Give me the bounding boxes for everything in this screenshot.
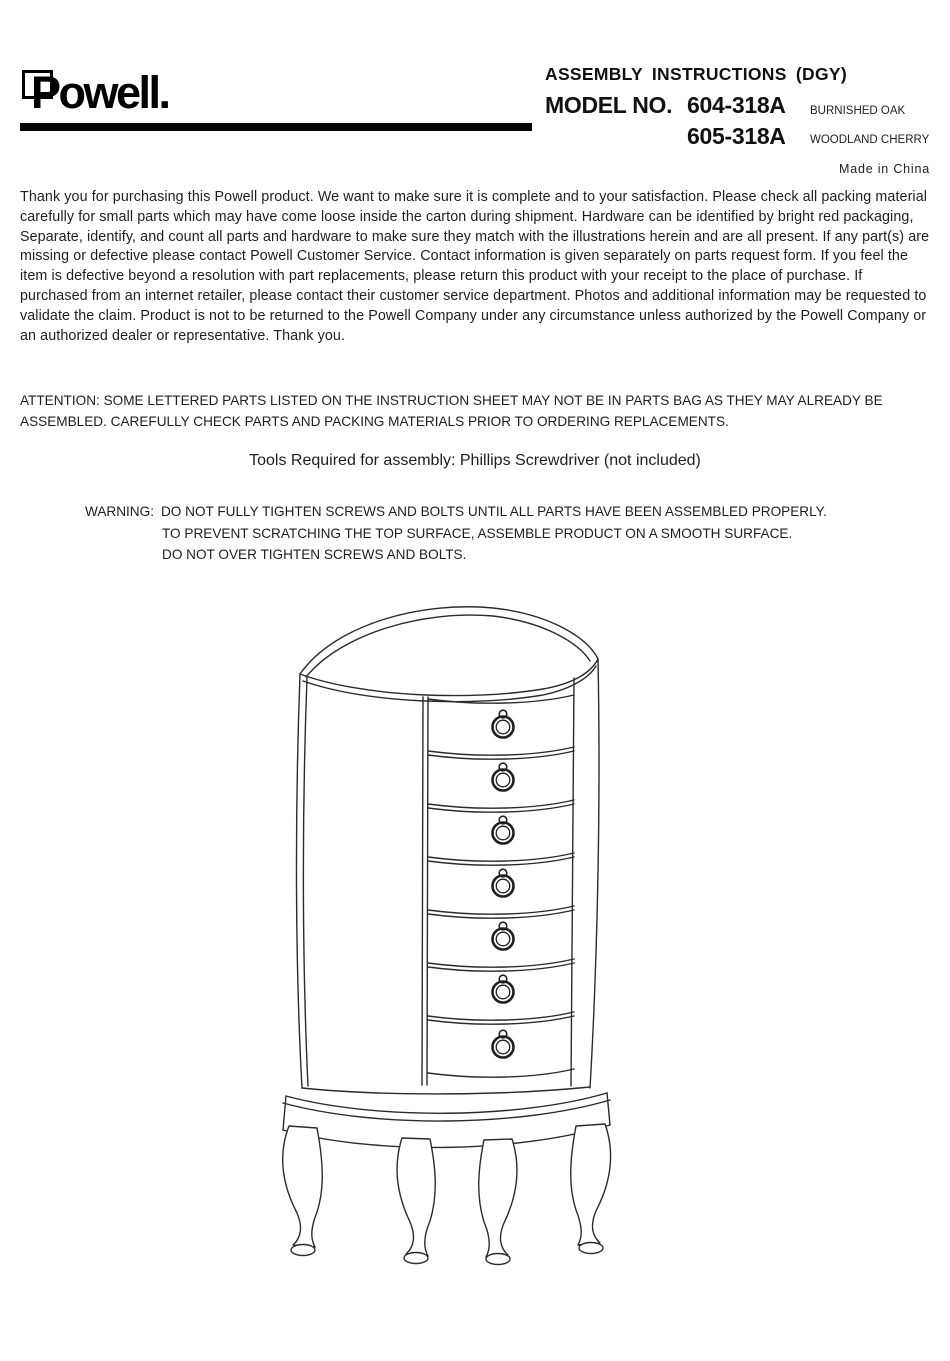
- finish-name-2: WOODLAND CHERRY: [810, 134, 930, 146]
- header-divider-bar: [20, 123, 532, 131]
- warning-block: [85, 501, 827, 566]
- warning-line: [85, 501, 827, 523]
- doc-title: ASSEMBLY INSTRUCTIONS (DGY): [545, 64, 847, 84]
- model-number-2: 605-318A: [687, 123, 786, 149]
- armoire-drawing: [280, 596, 618, 1274]
- powell-logo: [22, 68, 222, 126]
- warning-line-1: DO NOT FULLY TIGHTEN SCREWS AND BOLTS UNTIL ALL PARTS HAVE BEEN ASSEMBLED PROPERLY.: [160, 504, 827, 519]
- warning-line-2: TO PREVENT SCRATCHING THE TOP SURFACE, ASSEMBLE PRODUCT ON A SMOOTH SURFACE.: [162, 525, 793, 541]
- attention-paragraph: ATTENTION: SOME LETTERED PARTS LISTED ON THE INSTRUCTION SHEET MAY NOT BE IN PARTS BAG AS THEY MAY ALREADY BE ASSEMBLED. CAREFULLY CHECK PARTS AND PACKING MATERIALS PRIOR TO ORDERING REPLACEMENTS.: [20, 393, 883, 429]
- model-number-1: 604-318A: [687, 92, 786, 118]
- tools-required-line: Tools Required for assembly: Phillips Screwdriver (not included): [249, 452, 701, 469]
- product-illustration: [280, 596, 618, 1274]
- logo-text: Powell.: [31, 67, 169, 118]
- intro-paragraph: Thank you for purchasing this Powell product. We want to make sure it is complete and to your satisfaction. Please check all packing material carefully for small parts which may have come loose inside the carton during shipment. Hardware can be identified by bright red packaging, Separate, identify, and count all parts and hardware to make sure they match with the illustrations herein and are all present. If any part(s) are missing or defective please contact Powell Customer Service. Contact information is given separately on parts request form. If you feel the item is defective beyond a resolution with part replacements, please return this product with your receipt to the place of purchase. If purchased from an internet retailer, please contact their customer service department. Photos and additional information may be requested to validate the claim. Product is not to be returned to the Powell Company under any circumstance unless authorized by the Powell Company or an authorized dealer or representative. Thank you.: [20, 189, 930, 344]
- model-number-label: MODEL NO.: [545, 92, 673, 118]
- made-in-china-label: Made in China: [838, 162, 930, 176]
- finish-name-1: BURNISHED OAK: [810, 105, 906, 117]
- warning-line-3: DO NOT OVER TIGHTEN SCREWS AND BOLTS.: [162, 547, 467, 563]
- warning-label: WARNING:: [85, 504, 154, 519]
